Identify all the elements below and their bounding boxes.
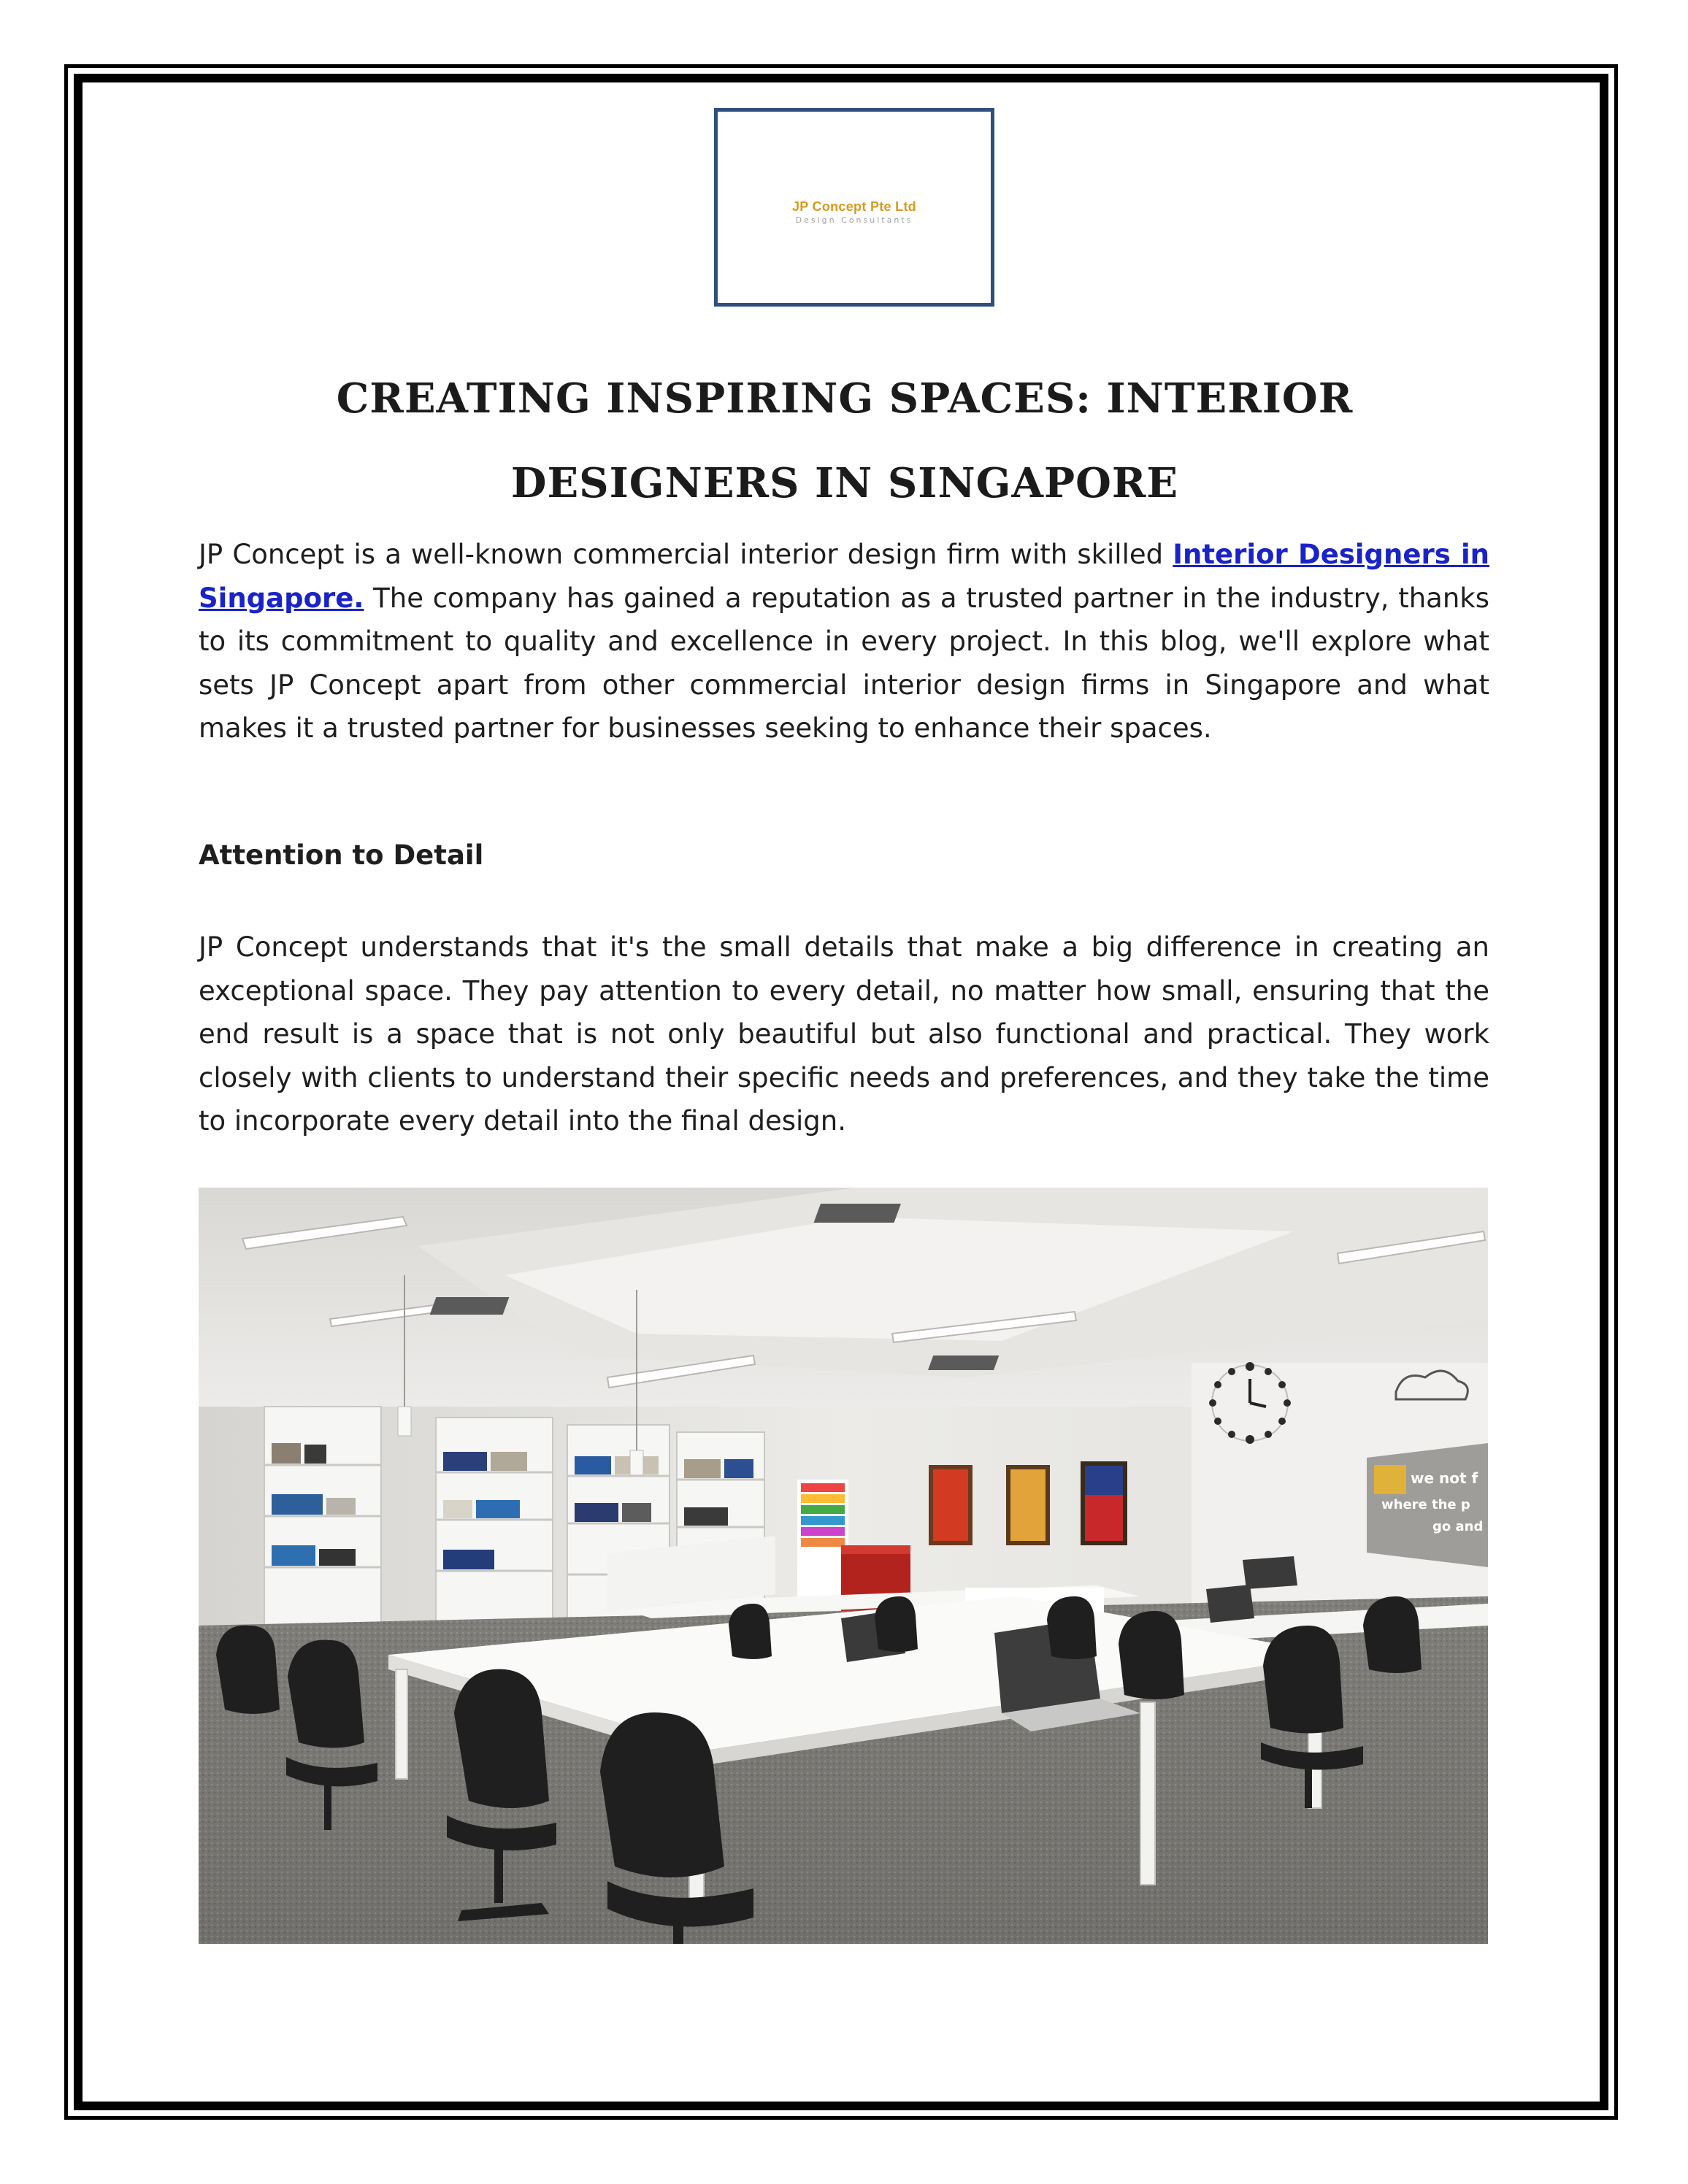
svg-text:go and: go and xyxy=(1432,1519,1484,1534)
svg-text:where the p: where the p xyxy=(1381,1497,1470,1512)
link-text: Interior Designers in Singapore xyxy=(199,539,1489,614)
logo-subtitle: Design Consultants xyxy=(795,215,913,225)
office-interior-photo xyxy=(199,1188,1488,1944)
section-heading: Attention to Detail xyxy=(199,839,484,871)
intro-text-start: JP Concept is a well-known commercial interior design firm with skilled xyxy=(199,539,1173,570)
intro-text-end: The company has gained a reputation as a trusted partner in the industry, thanks to its commitment to quality and excellence in every project. In this blog, we'll explore what sets JP Concept apart from other commercial interior design firms in Singapore and what makes it a trusted partner for businesses seeking to enhance their spaces. xyxy=(199,582,1489,744)
company-logo xyxy=(714,108,994,307)
office-illustration xyxy=(199,1188,1488,1944)
intro-paragraph xyxy=(199,533,1489,750)
link-trailing: . xyxy=(353,582,364,614)
svg-text:we not f: we not f xyxy=(1411,1469,1478,1487)
document-title: CREATING INSPIRING SPACES: INTERIOR DESIGNERS IN SINGAPORE xyxy=(336,374,1354,507)
section-paragraph: JP Concept understands that it's the small details that make a big difference in creating an exceptional space. They pay attention to every detail, no matter how small, ensuring that the end result is a space that is not only beautiful but also functional and practical. They work closely with clients to understand their specific needs and preferences, and they take the time to incorporate every detail into the final design. xyxy=(199,931,1489,1137)
logo-company-name: JP Concept Pte Ltd xyxy=(791,199,917,214)
